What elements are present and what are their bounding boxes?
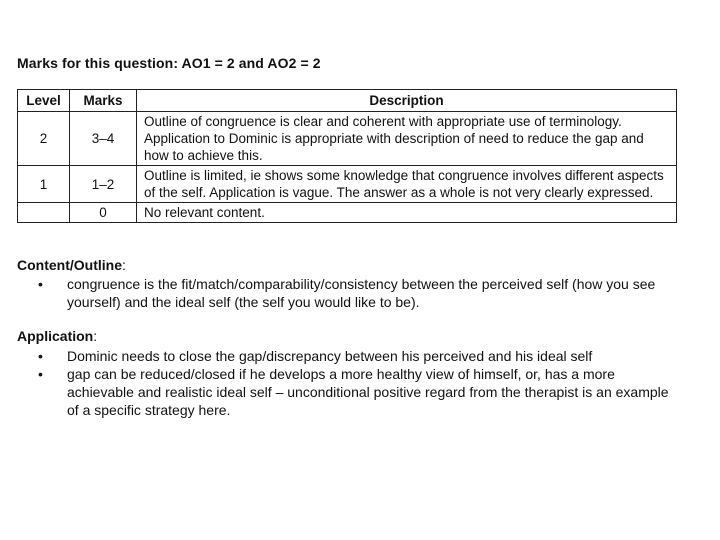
level-header: Level <box>18 90 70 112</box>
bullet-icon: • <box>38 348 43 364</box>
marks-header: Marks <box>70 90 137 112</box>
level-cell <box>18 203 70 223</box>
list-item <box>38 347 678 365</box>
application-title-text: Application <box>17 328 94 344</box>
bullet-icon: • <box>38 366 43 382</box>
table-header-row <box>18 90 677 112</box>
marks-cell: 0 <box>70 203 137 223</box>
level-cell: 1 <box>18 166 70 203</box>
list-item-text: Dominic needs to close the gap/discrepancy between his perceived and his ideal self <box>67 348 593 364</box>
content-outline-title <box>17 257 126 273</box>
application-title-colon: : <box>93 328 98 344</box>
marks-table <box>17 89 677 223</box>
description-header: Description <box>137 90 677 112</box>
marks-cell: 3–4 <box>70 112 137 166</box>
marks-cell: 1–2 <box>70 166 137 203</box>
table-row <box>18 166 677 203</box>
list-item-text: gap can be reduced/closed if he develops a more healthy view of himself, or, has a more achievable and realistic ideal self – unconditional positive regard from the therapist is an example of a specific strategy here. <box>67 366 669 418</box>
content-outline-title-colon: : <box>122 257 126 273</box>
table-row <box>18 203 677 223</box>
list-item-text: congruence is the fit/match/comparability/consistency between the perceived self (how you see yourself) and the ideal self (the self you would like to be). <box>67 276 656 310</box>
description-cell: Outline is limited, ie shows some knowledge that congruence involves different aspects of the self. Application is vague. The answer as a whole is not very clearly expressed. <box>137 166 677 203</box>
bullet-icon: • <box>38 276 43 292</box>
list-item <box>38 365 678 419</box>
content-outline-list <box>38 275 678 311</box>
list-item <box>38 275 678 311</box>
description-cell: Outline of congruence is clear and coherent with appropriate use of terminology. Application to Dominic is appropriate with description of need to reduce the gap and how to achieve this. <box>137 112 677 166</box>
description-cell: No relevant content. <box>137 203 677 223</box>
content-outline-title-text: Content/Outline <box>17 257 122 273</box>
level-cell: 2 <box>18 112 70 166</box>
application-list <box>38 347 678 419</box>
table-row <box>18 112 677 166</box>
marks-heading: Marks for this question: AO1 = 2 and AO2 = 2 <box>17 55 321 71</box>
application-title <box>17 328 97 344</box>
